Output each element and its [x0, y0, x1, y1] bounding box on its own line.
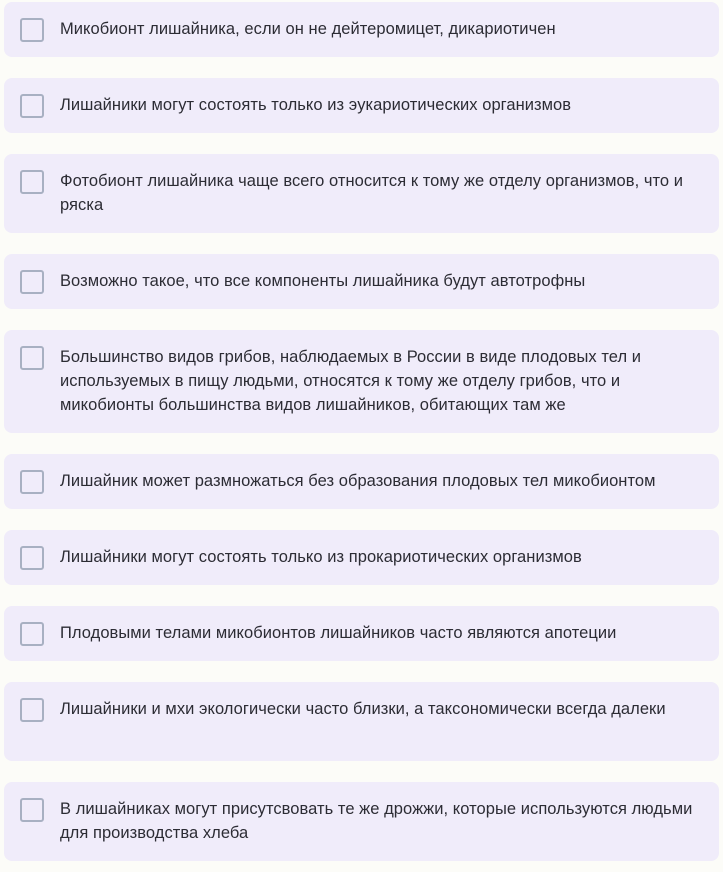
checkbox-icon[interactable]	[20, 346, 44, 370]
answer-option-1[interactable]	[4, 2, 719, 57]
answer-option-9[interactable]	[4, 682, 719, 761]
option-label: Плодовыми телами микобионтов лишайников часто являются апотеции	[60, 624, 617, 642]
checkbox-icon[interactable]	[20, 798, 44, 822]
answer-option-10[interactable]	[4, 782, 719, 861]
answer-option-2[interactable]	[4, 78, 719, 133]
option-label: Лишайник может размножаться без образования плодовых тел микобионтом	[60, 472, 656, 490]
answer-option-6[interactable]	[4, 454, 719, 509]
answer-option-7[interactable]	[4, 530, 719, 585]
answer-option-3[interactable]	[4, 154, 719, 233]
checkbox-icon[interactable]	[20, 546, 44, 570]
checkbox-icon[interactable]	[20, 270, 44, 294]
answer-option-4[interactable]	[4, 254, 719, 309]
option-label: Возможно такое, что все компоненты лишайника будут автотрофны	[60, 272, 586, 290]
answer-option-5[interactable]	[4, 330, 719, 433]
checkbox-icon[interactable]	[20, 698, 44, 722]
option-label: Лишайники могут состоять только из эукариотических организмов	[60, 96, 572, 114]
option-label: Большинство видов грибов, наблюдаемых в России в виде плодовых тел и используемых в пищу людьми, относятся к тому же отделу грибов, что и микобионты большинства видов лишайников, обитающих там же	[60, 348, 642, 414]
option-label: Микобионт лишайника, если он не дейтеромицет, дикариотичен	[60, 20, 556, 38]
option-label: Фотобионт лишайника чаще всего относится к тому же отделу организмов, что и ряска	[60, 172, 684, 214]
checkbox-icon[interactable]	[20, 18, 44, 42]
answer-option-8[interactable]	[4, 606, 719, 661]
option-label: Лишайники и мхи экологически часто близки, а таксономически всегда далеки	[60, 700, 666, 718]
option-label: Лишайники могут состоять только из прокариотических организмов	[60, 548, 582, 566]
checkbox-icon[interactable]	[20, 470, 44, 494]
checkbox-icon[interactable]	[20, 622, 44, 646]
checkbox-icon[interactable]	[20, 94, 44, 118]
option-label: В лишайниках могут присутсвовать те же дрожжи, которые используются людьми для производства хлеба	[60, 800, 693, 842]
checkbox-icon[interactable]	[20, 170, 44, 194]
